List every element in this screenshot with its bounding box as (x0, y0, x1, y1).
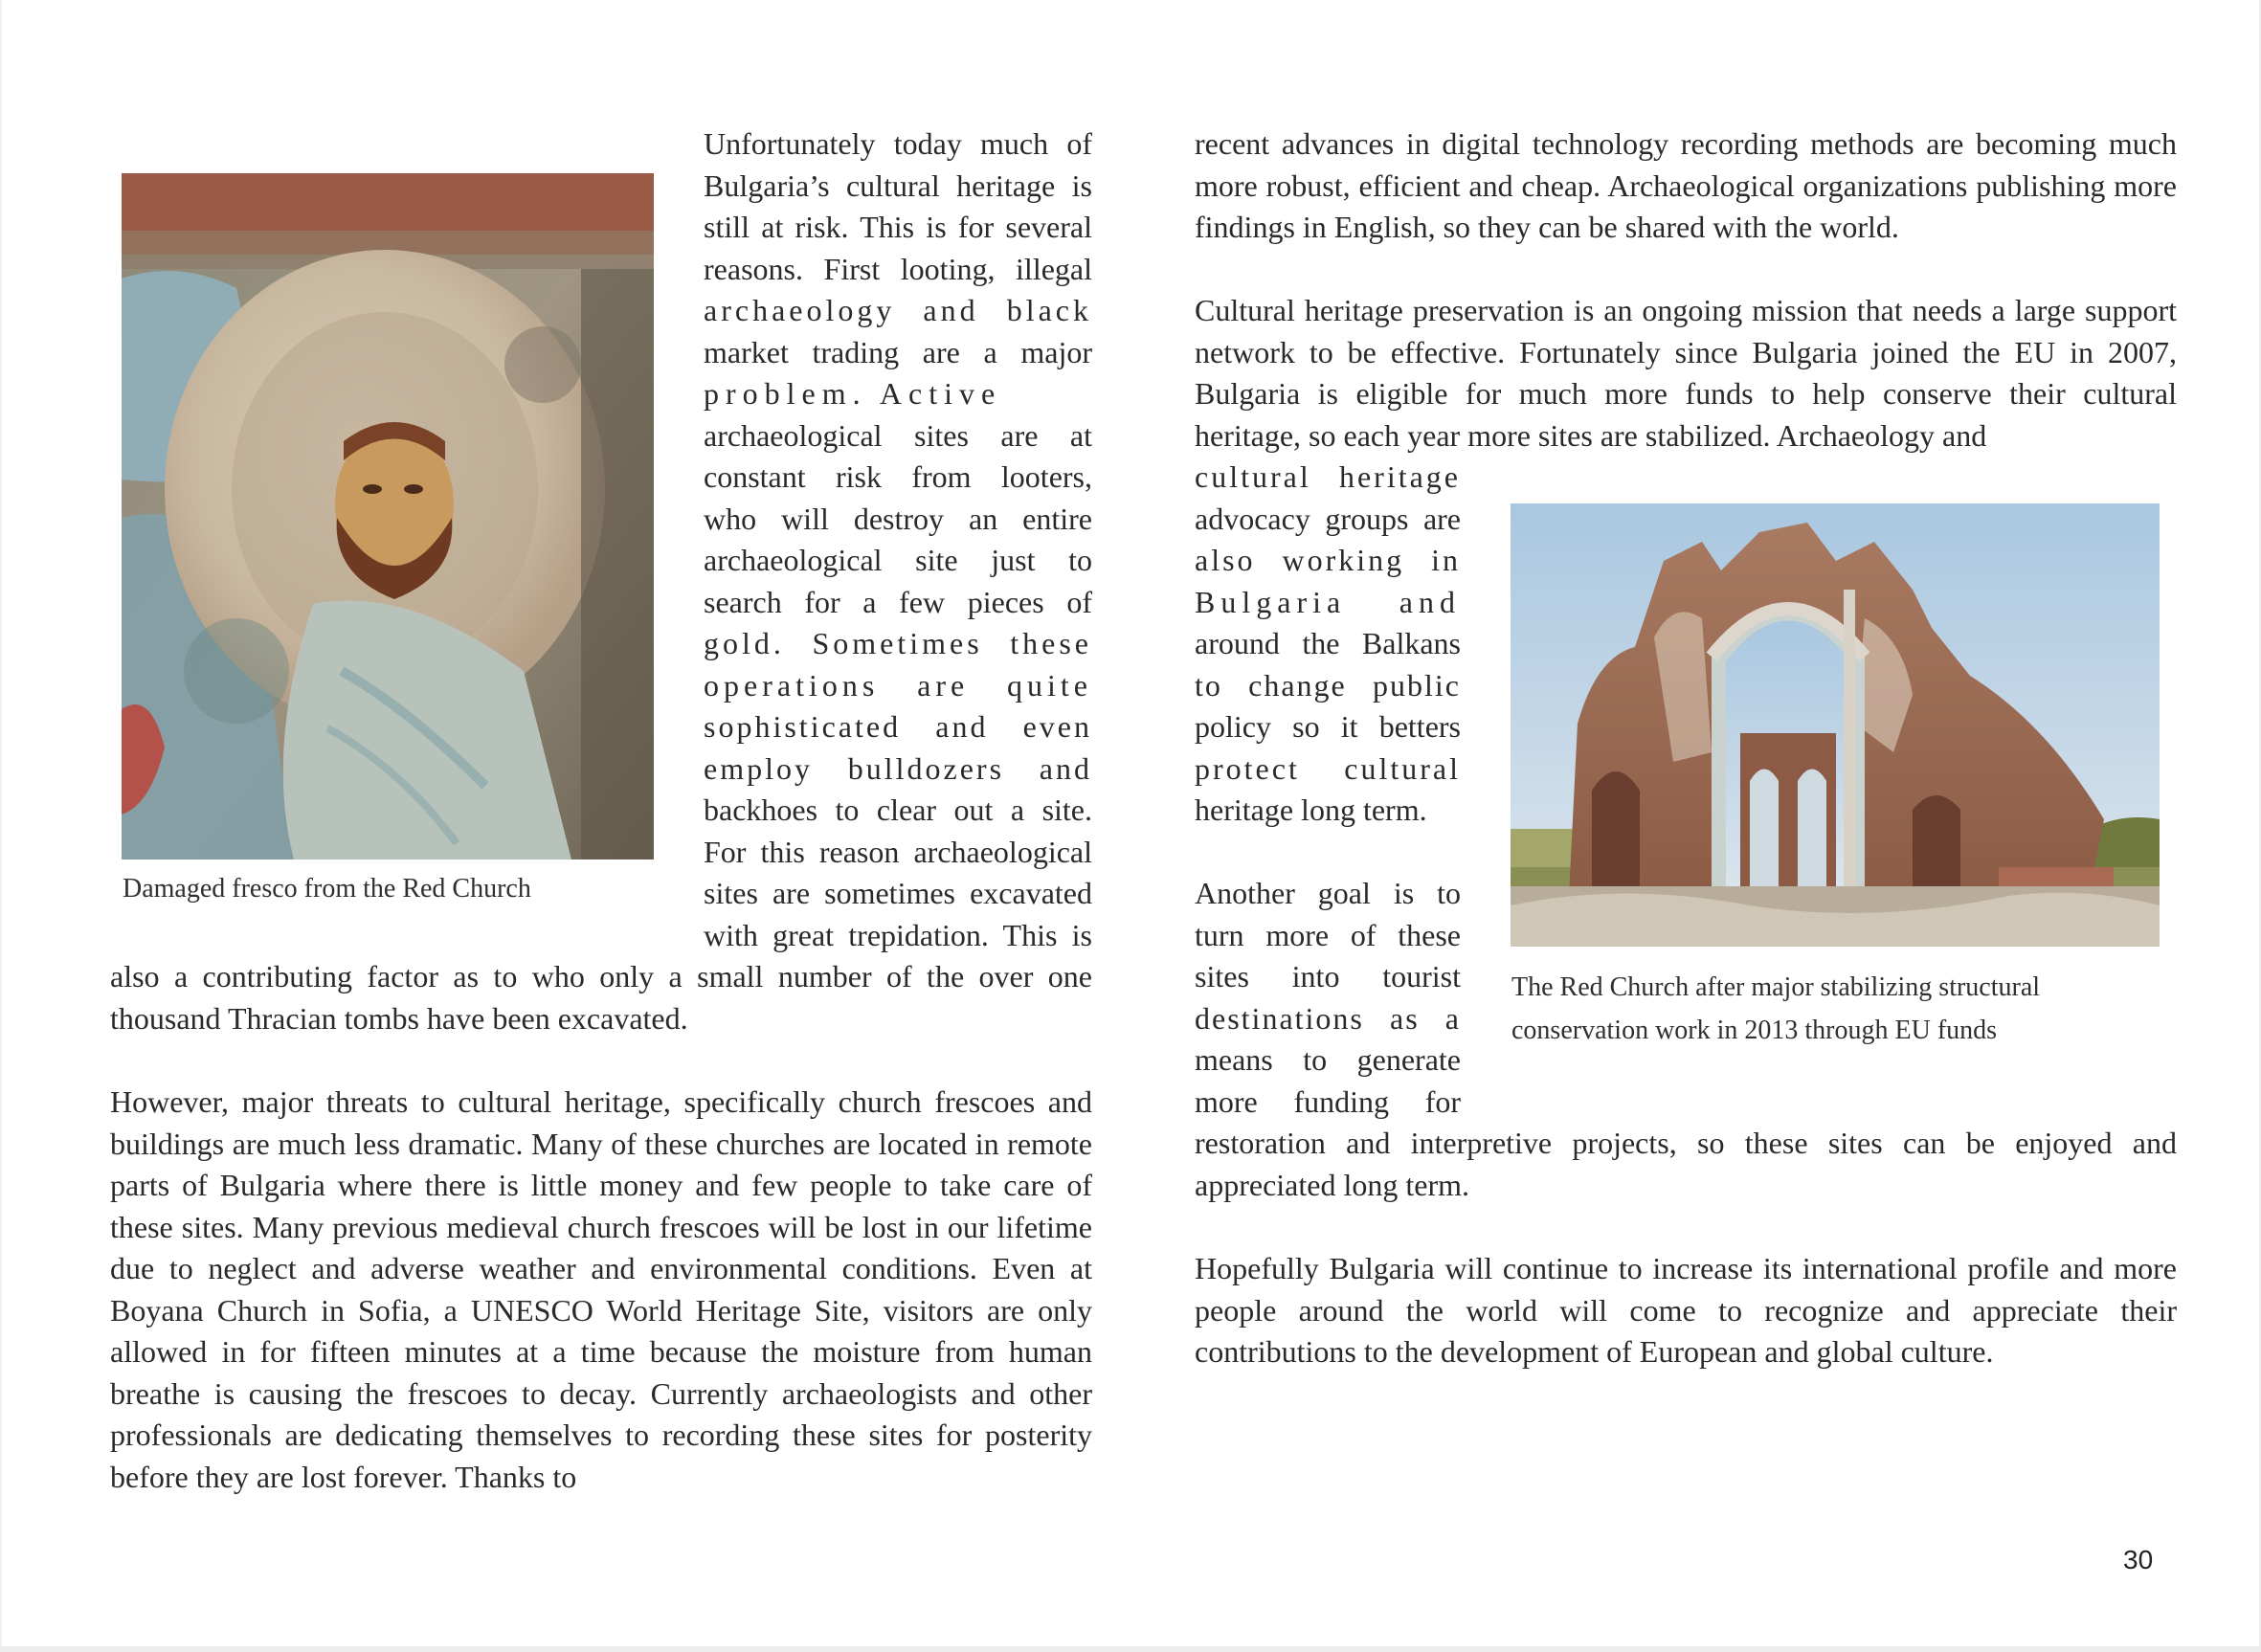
text-line: sites are sometimes excavated (704, 876, 1092, 910)
text-line: turn more of these (1195, 917, 1461, 952)
fresco-image (122, 173, 654, 859)
left-continuation-text: also a contributing factor as to who only a small number of the over one thousand Thracian tombs have been excavated. (110, 959, 1092, 1036)
text-line: to change public (1195, 667, 1461, 703)
text-line: search for a few pieces of (704, 584, 1092, 619)
text-line: sophisticated and even (704, 709, 1092, 744)
page-edge-left (0, 0, 2, 1652)
text-line: archaeological sites are at (704, 417, 1092, 453)
text-line: advocacy groups are (1195, 501, 1461, 536)
text-line: backhoes to clear out a site. (704, 793, 1092, 827)
text-line: reasons. First looting, illegal (704, 251, 1092, 286)
text-line: also working in (1195, 543, 1461, 577)
left-float-text (704, 123, 1092, 956)
text-line: archaeological site just to (704, 543, 1092, 577)
fresco-caption: Damaged fresco from the Red Church (123, 874, 531, 904)
text-line: Another goal is to (1195, 876, 1461, 910)
left-paragraph-2: However, major threats to cultural heritage, specifically church frescoes and buildings are much less dramatic. Many of these churches are located in remote parts of Bulgaria where there is little money and few people to take care of these sites. Many previous medieval church frescoes will be lost in our lifetime due to neglect and adverse weather and environmental conditions. Even at Boyana Church in Sofia, a UNESCO World Heritage Site, visitors are only allowed in for fifteen minutes at a time because the moisture from human breathe is causing the frescoes to decay. Currently archaeologists and other professionals are dedicating themselves to recording these sites for posterity before they are lost forever. Thanks to (110, 1084, 1092, 1494)
text-line: gold. Sometimes these (704, 626, 1092, 660)
text-line: more funding for (1195, 1083, 1461, 1119)
text-line: who will destroy an entire (704, 501, 1092, 536)
text-line: constant risk from looters, (704, 459, 1092, 494)
text-line: operations are quite (704, 667, 1092, 703)
text-line: protect cultural (1195, 750, 1461, 786)
text-line: For this reason archaeological (704, 834, 1092, 869)
text-line: destinations as a (1195, 1000, 1461, 1036)
text-line: means to generate (1195, 1042, 1461, 1077)
right-paragraph-1: recent advances in digital technology recording methods are becoming much more robust, efficient and cheap. Archaeological organizations publishing more findings in English, so they can be shared with the world. (1195, 126, 2177, 244)
text-line: policy so it betters (1195, 709, 1461, 744)
red-church-caption-line-1: The Red Church after major stabilizing structural (1511, 972, 2041, 1002)
text-line: around the Balkans (1195, 626, 1461, 660)
page-number: 30 (2123, 1545, 2154, 1574)
right-paragraph-3-continuation: restoration and interpretive projects, so these sites can be enjoyed and appreciated long term. (1195, 1126, 2177, 1202)
text-line: still at risk. This is for several (704, 210, 1092, 244)
red-church-image (1511, 503, 2160, 947)
text-line: with great trepidation. This is (704, 917, 1092, 952)
text-line: sites into tourist (1195, 959, 1461, 993)
right-float-text-1 (1195, 457, 1461, 832)
text-line: heritage long term. (1195, 793, 1427, 827)
text-line: market trading are a major (704, 334, 1092, 369)
text-line: archaeology and black (704, 293, 1092, 327)
right-paragraph-2: Cultural heritage preservation is an ongoing mission that needs a large support network to be effective. Fortunately since Bulgaria joined the EU in 2007, Bulgaria is eligible for much more funds to help conserve their cultural heritage, so each year more sites are stabilized. Archaeology and (1195, 293, 2177, 453)
text-line: Bulgaria and (1195, 584, 1461, 619)
right-float-text-2 (1195, 873, 1461, 1123)
text-line: Unfortunately today much of (704, 126, 1092, 161)
text-line: problem. Active (704, 376, 1002, 411)
text-line: Bulgaria’s cultural heritage is (704, 167, 1092, 203)
text-line: cultural heritage (1195, 459, 1461, 494)
right-paragraph-4: Hopefully Bulgaria will continue to increase its international profile and more people around the world will come to recognize and appreciate their contributions to the development of European and global culture. (1195, 1251, 2177, 1369)
page-edge-bottom (0, 1646, 2261, 1652)
red-church-caption-line-2: conservation work in 2013 through EU funds (1511, 1016, 1998, 1045)
text-line: employ bulldozers and (704, 750, 1092, 786)
